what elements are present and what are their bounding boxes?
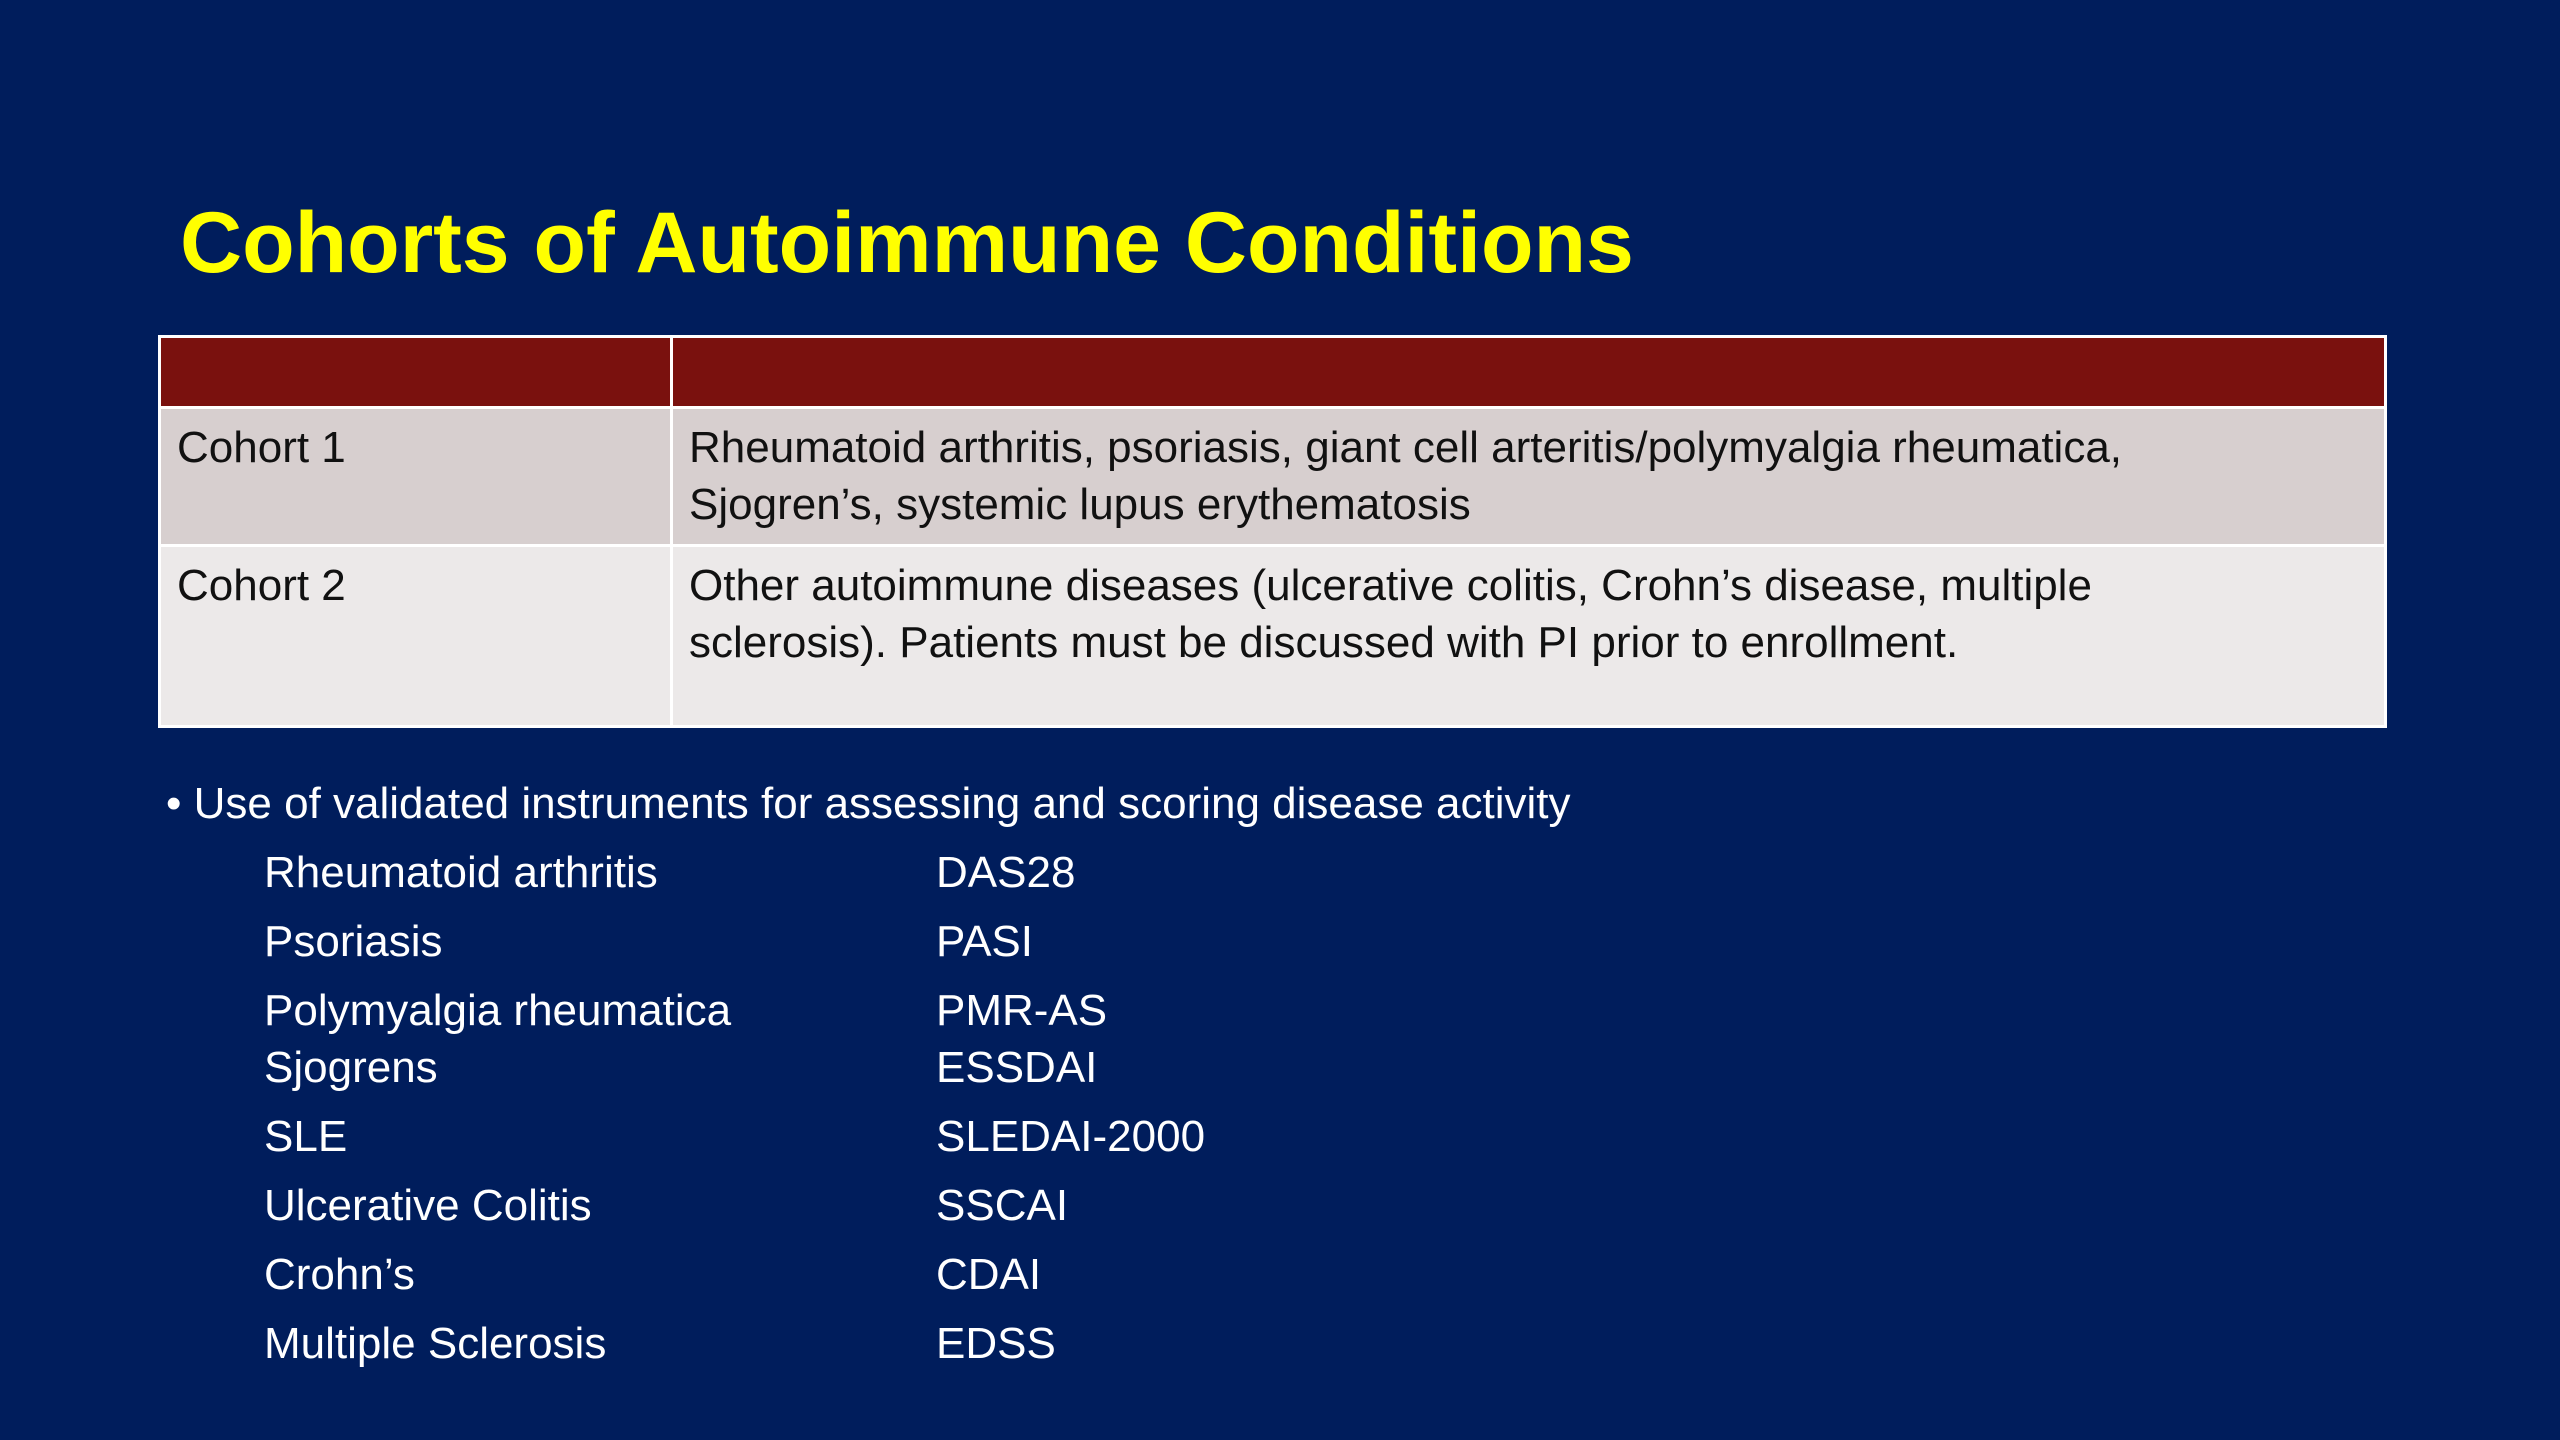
instrument-name: SSCAI [936,1181,1069,1230]
condition-name: Polymyalgia rheumatica [264,986,732,1035]
cohort-conditions-line: Other autoimmune diseases (ulcerative colitis, Crohn’s disease, multiple [689,561,2092,610]
condition-name: Psoriasis [264,917,443,966]
cohort-conditions-line: Sjogren’s, systemic lupus erythematosis [689,480,1471,529]
slide-title: Cohorts of Autoimmune Conditions [180,195,1634,291]
instrument-row [264,1040,1464,1096]
instrument-row [264,914,1464,970]
instrument-row [264,983,1464,1039]
condition-name: Rheumatoid arthritis [264,848,658,897]
condition-name: Ulcerative Colitis [264,1181,592,1230]
cohort-name: Cohort 1 [177,423,346,472]
instrument-name: CDAI [936,1250,1042,1299]
cohort-conditions-line: sclerosis). Patients must be discussed with PI prior to enrollment. [689,618,1959,667]
instrument-name: PMR-AS [936,986,1108,1035]
instrument-list [264,0,1464,1440]
bullet-point: • Use of validated instruments for assessing and scoring disease activity [166,779,1571,828]
cohort-name: Cohort 2 [177,561,346,610]
instrument-name: EDSS [936,1319,1056,1368]
condition-name: Multiple Sclerosis [264,1319,607,1368]
cohort-conditions-line: Rheumatoid arthritis, psoriasis, giant cell arteritis/polymyalgia rheumatica, [689,423,2123,472]
instrument-row [264,1178,1464,1234]
condition-name: Crohn’s [264,1250,415,1299]
instrument-name: PASI [936,917,1034,966]
instrument-row [264,1316,1464,1372]
instrument-row [264,1109,1464,1165]
instrument-row [264,845,1464,901]
condition-name: SLE [264,1112,348,1161]
instrument-name: SLEDAI-2000 [936,1112,1206,1161]
condition-name: Sjogrens [264,1043,438,1092]
instrument-name: DAS28 [936,848,1076,897]
instrument-row [264,1247,1464,1303]
instrument-name: ESSDAI [936,1043,1098,1092]
